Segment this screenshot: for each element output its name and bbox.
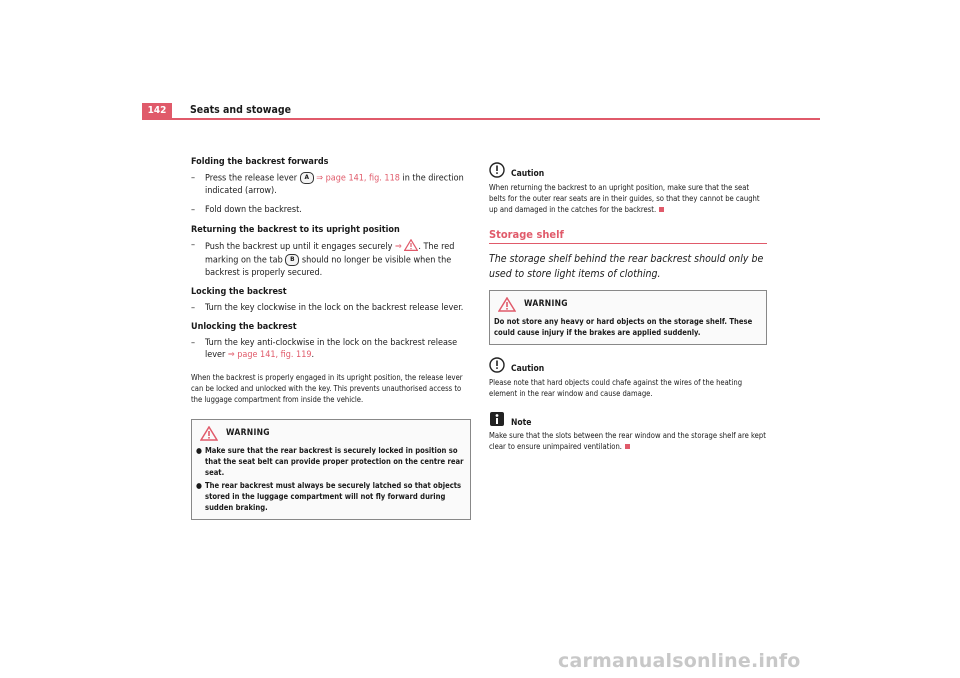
caution-label: Caution bbox=[511, 364, 545, 374]
step-locking: – Turn the key clockwise in the lock on the backrest release lever. bbox=[191, 302, 464, 313]
warning-item-1: ● Make sure that the rear backrest is securely locked in position so that the seat belt can provide proper protection on the centre rear seat. bbox=[196, 445, 464, 477]
watermark: carmanualsonline.info bbox=[558, 650, 801, 672]
note-header bbox=[489, 409, 767, 430]
caution-icon bbox=[489, 162, 505, 178]
heading-locking: Locking the backrest bbox=[191, 287, 287, 297]
backrest-note: When the backrest is properly engaged in its upright position, the release lever can be locked and unlocked with the key. This prevents unauthorised access to the luggage compartment from inside the vehicle. bbox=[191, 372, 463, 404]
caution-header-1 bbox=[489, 160, 767, 181]
warning-box-left bbox=[191, 419, 471, 520]
warning-text-right: Do not store any heavy or hard objects on the storage shelf. These could cause injury if the brakes are applied suddenly. bbox=[494, 317, 753, 337]
warning-label: WARNING bbox=[524, 299, 568, 310]
note-label: Note bbox=[511, 417, 532, 428]
step-unlocking: – Turn the key anti-clockwise in the lock on the backrest release lever ⇒ page 141, fig. 119. bbox=[191, 337, 458, 360]
header-rule bbox=[142, 118, 820, 120]
section-intro: The storage shelf behind the rear backrest should only be used to store light items of clothing. bbox=[489, 253, 764, 280]
warning-box-right bbox=[489, 290, 767, 345]
end-mark bbox=[625, 444, 630, 449]
heading-returning: Returning the backrest to its upright position bbox=[191, 224, 400, 235]
left-column bbox=[191, 156, 471, 520]
end-mark bbox=[659, 207, 664, 212]
warning-triangle-icon bbox=[404, 239, 418, 251]
step-folding-1: – Press the release lever A ⇒ page 141, fig. 118 in the direction indicated (arrow). bbox=[191, 172, 464, 196]
section-title-storage-shelf: Storage shelf bbox=[489, 227, 564, 241]
badge-a: A bbox=[300, 172, 314, 184]
step-folding-2: – Fold down the backrest. bbox=[191, 205, 302, 215]
heading-unlocking: Unlocking the backrest bbox=[191, 322, 297, 332]
warning-triangle-icon bbox=[200, 426, 218, 441]
heading-folding: Folding the backrest forwards bbox=[191, 157, 329, 167]
badge-b: B bbox=[285, 254, 299, 266]
note-icon bbox=[489, 411, 505, 427]
note-text: Make sure that the slots between the rear window and the storage shelf are kept clear to ensure unimpaired ventilation. bbox=[489, 431, 766, 451]
fig-link-118[interactable]: ⇒ page 141, fig. 118 bbox=[316, 173, 400, 183]
caution-label: Caution bbox=[511, 169, 545, 179]
caution-text-2: Please note that hard objects could chafe against the wires of the heating element in the rear window and cause damage. bbox=[489, 377, 743, 398]
step-returning: – Push the backrest up until it engages securely ⇒ . The red marking on the tab B should no longer be visible when the backrest is properly secured. bbox=[191, 240, 455, 278]
warning-triangle-icon bbox=[498, 297, 516, 312]
page-number: 142 bbox=[142, 103, 172, 118]
caution-text-1: When returning the backrest to an upright position, make sure that the seat belts for the outer rear seats are in their guides, so that they cannot be caught up and damaged in the catches for the backrest. bbox=[489, 182, 760, 214]
warning-label: WARNING bbox=[226, 427, 270, 438]
page-title: Seats and stowage bbox=[190, 104, 292, 116]
section-rule bbox=[489, 243, 767, 244]
warning-item-2: ● The rear backrest must always be securely latched so that objects stored in the luggage compartment will not fly forward during sudden braking. bbox=[196, 480, 462, 512]
caution-header-2 bbox=[489, 355, 767, 376]
fig-link-119[interactable]: ⇒ page 141, fig. 119 bbox=[227, 350, 312, 360]
right-column bbox=[489, 160, 767, 452]
caution-icon bbox=[489, 357, 505, 373]
